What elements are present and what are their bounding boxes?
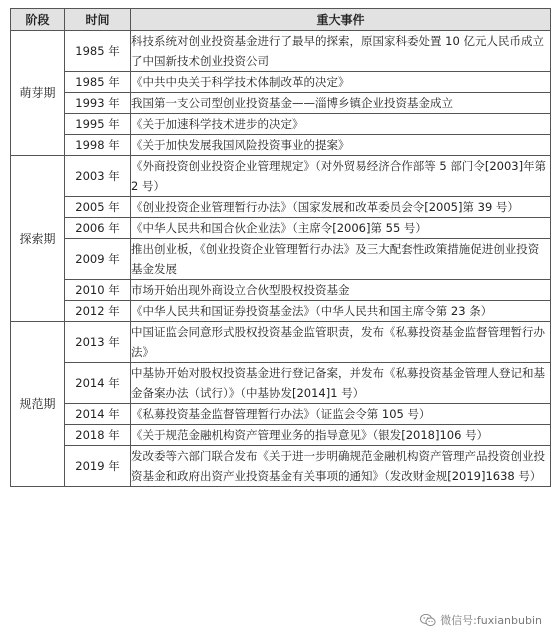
year-cell: 2005 年 (65, 197, 131, 218)
header-row (11, 9, 551, 31)
table-row (11, 363, 551, 404)
year-cell: 1985 年 (65, 72, 131, 93)
event-cell: 《关于加速科学技术进步的决定》 (131, 114, 551, 135)
table-row (11, 446, 551, 487)
table-row (11, 197, 551, 218)
year-cell: 2013 年 (65, 322, 131, 363)
table-row (11, 425, 551, 446)
event-cell: 《私募投资基金监督管理暂行办法》（证监会令第 105 号） (131, 404, 551, 425)
year-cell: 1998 年 (65, 135, 131, 156)
event-cell: 发改委等六部门联合发布《关于进一步明确规范金融机构资产管理产品投资创业投资基金和政府出资产业投资基金有关事项的通知》（发改财金规[2019]1638 号） (131, 446, 551, 487)
event-cell: 市场开始出现外商设立合伙型股权投资基金 (131, 280, 551, 301)
header-time: 时间 (65, 9, 131, 31)
year-cell: 2010 年 (65, 280, 131, 301)
table-row (11, 239, 551, 280)
event-cell: 《关于加快发展我国风险投资事业的提案》 (131, 135, 551, 156)
year-cell: 2003 年 (65, 156, 131, 197)
year-cell: 1995 年 (65, 114, 131, 135)
year-cell: 2006 年 (65, 218, 131, 239)
table-row (11, 404, 551, 425)
stage-cell: 规范期 (11, 322, 65, 487)
table-row (11, 301, 551, 322)
year-cell: 2014 年 (65, 404, 131, 425)
table-row (11, 93, 551, 114)
table-row (11, 31, 551, 72)
event-cell: 《中共中央关于科学技术体制改革的决定》 (131, 72, 551, 93)
event-cell: 《外商投资创业投资企业管理规定》（对外贸易经济合作部等 5 部门令[2003]年第 2 号） (131, 156, 551, 197)
event-cell: 《关于规范金融机构资产管理业务的指导意见》（银发[2018]106 号） (131, 425, 551, 446)
event-cell: 中国证监会同意形式股权投资基金监管职责，发布《私募投资基金监督管理暂行办法》 (131, 322, 551, 363)
header-stage: 阶段 (11, 9, 65, 31)
year-cell: 2019 年 (65, 446, 131, 487)
table-row (11, 72, 551, 93)
event-cell: 推出创业板，《创业投资企业管理暂行办法》及三大配套性政策措施促进创业投资基金发展 (131, 239, 551, 280)
stage-cell: 萌芽期 (11, 31, 65, 156)
event-cell: 《中华人民共和国合伙企业法》（主席令[2006]第 55 号） (131, 218, 551, 239)
year-cell: 2014 年 (65, 363, 131, 404)
stage-cell: 探索期 (11, 156, 65, 322)
event-cell: 我国第一支公司型创业投资基金——淄博乡镇企业投资基金成立 (131, 93, 551, 114)
table-row (11, 218, 551, 239)
year-cell: 1985 年 (65, 31, 131, 72)
watermark-id: fuxianbubin (476, 613, 542, 627)
year-cell: 2018 年 (65, 425, 131, 446)
event-cell: 中基协开始对股权投资基金进行登记备案，并发布《私募投资基金管理人登记和基金备案办法（试行）》（中基协发[2014]1 号） (131, 363, 551, 404)
table-body (11, 31, 551, 487)
table-row (11, 322, 551, 363)
wechat-icon (420, 613, 436, 627)
year-cell: 2012 年 (65, 301, 131, 322)
header-event: 重大事件 (131, 9, 551, 31)
table-row (11, 280, 551, 301)
table-row (11, 114, 551, 135)
table-row (11, 135, 551, 156)
event-cell: 《中华人民共和国证券投资基金法》（中华人民共和国主席令第 23 条） (131, 301, 551, 322)
year-cell: 2009 年 (65, 239, 131, 280)
event-cell: 科技系统对创业投资基金进行了最早的探索，原国家科委处置 10 亿元人民币成立了中国新技术创业投资公司 (131, 31, 551, 72)
events-table (10, 8, 551, 487)
year-cell: 1993 年 (65, 93, 131, 114)
table-row (11, 156, 551, 197)
event-cell: 《创业投资企业管理暂行办法》（国家发展和改革委员会令[2005]第 39 号） (131, 197, 551, 218)
watermark-prefix: 微信号: (440, 614, 477, 627)
wechat-watermark (418, 612, 544, 628)
